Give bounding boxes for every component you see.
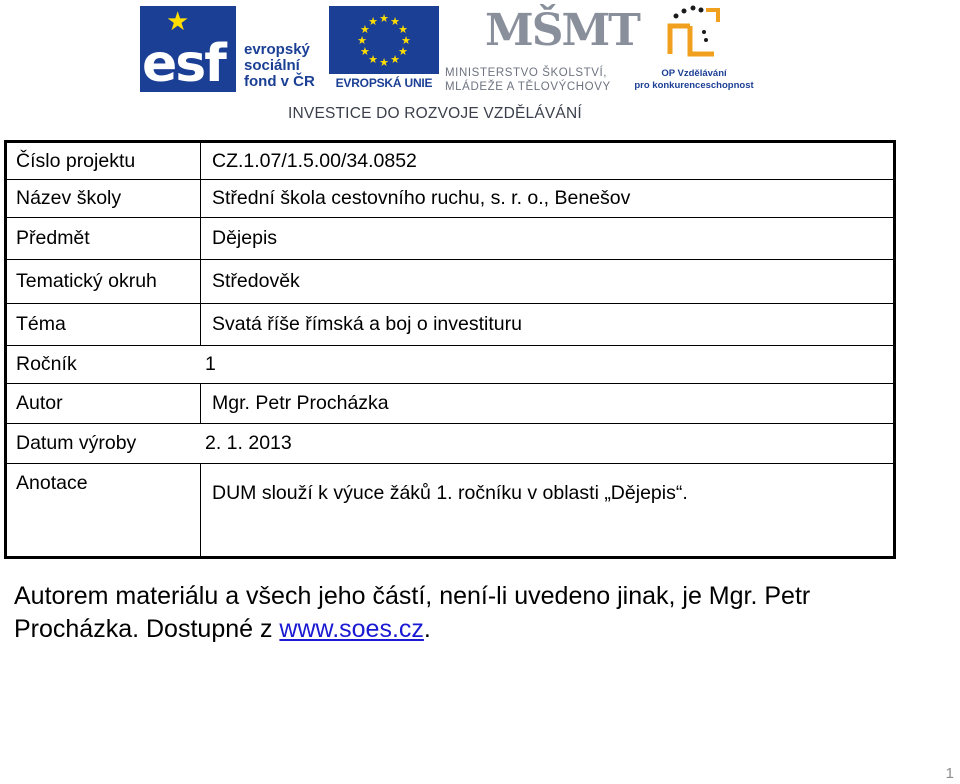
table-row bbox=[6, 304, 895, 346]
annotation-label: Anotace bbox=[6, 464, 201, 558]
msmt-logo bbox=[445, 2, 639, 94]
project-number-value: CZ.1.07/1.5.00/34.0852 bbox=[201, 142, 895, 180]
eu-star-icon: ★ bbox=[368, 15, 378, 28]
grade-label: Ročník bbox=[16, 353, 77, 375]
project-info-table bbox=[4, 140, 896, 559]
date-value: 2. 1. 2013 bbox=[205, 432, 292, 454]
table-row bbox=[6, 218, 895, 260]
eu-star-icon: ★ bbox=[368, 54, 378, 67]
eu-star-icon: ★ bbox=[401, 35, 411, 47]
table-row bbox=[6, 424, 895, 464]
op-logo-line: OP Vzdělávání bbox=[661, 68, 727, 79]
date-label: Datum výroby bbox=[16, 432, 137, 454]
table-row bbox=[6, 464, 895, 558]
topic-label: Téma bbox=[6, 304, 201, 346]
esf-logo-mark bbox=[140, 6, 236, 92]
author-value: Mgr. Petr Procházka bbox=[201, 384, 895, 424]
table-row bbox=[6, 180, 895, 218]
op-logo-text bbox=[634, 68, 754, 92]
subject-label: Předmět bbox=[6, 218, 201, 260]
esf-logo-line: fond v ČR bbox=[244, 73, 315, 90]
grade-cell bbox=[6, 346, 895, 384]
eu-star-icon: ★ bbox=[398, 46, 409, 58]
school-label: Název školy bbox=[6, 180, 201, 218]
website-link[interactable]: www.soes.cz bbox=[279, 615, 424, 643]
eu-star-icon: ★ bbox=[398, 24, 409, 36]
table-row bbox=[6, 384, 895, 424]
eu-star-icon: ★ bbox=[390, 54, 400, 67]
logo-banner bbox=[0, 0, 960, 130]
copyright-note bbox=[14, 580, 914, 646]
msmt-logo-mark: MŠMT bbox=[485, 5, 639, 56]
eu-star-icon: ★ bbox=[379, 13, 389, 25]
subject-value: Dějepis bbox=[201, 218, 895, 260]
copyright-end: . bbox=[423, 615, 431, 643]
table-row bbox=[6, 260, 895, 304]
eu-star-icon: ★ bbox=[379, 57, 389, 69]
op-logo-line: pro konkurenceschopnost bbox=[634, 80, 754, 91]
table-row bbox=[6, 142, 895, 180]
eu-star-icon: ★ bbox=[357, 35, 367, 47]
star-icon: ★ bbox=[166, 6, 190, 36]
copyright-text: Autorem materiálu a všech jeho částí, není-li uvedeno jinak, je Mgr. Petr Procházka. Dostupné z bbox=[14, 582, 811, 643]
page-number: 1 bbox=[945, 765, 954, 782]
eu-flag-icon bbox=[329, 6, 439, 74]
esf-logo bbox=[140, 6, 320, 92]
school-value: Střední škola cestovního ruchu, s. r. o., Benešov bbox=[201, 180, 895, 218]
thematic-area-value: Středověk bbox=[201, 260, 895, 304]
esf-logo-letters: esf bbox=[142, 34, 225, 92]
msmt-logo-line: MLÁDEŽE A TĚLOVÝCHOVY bbox=[445, 81, 611, 93]
date-cell bbox=[6, 424, 895, 464]
table-row bbox=[6, 346, 895, 384]
grade-value: 1 bbox=[205, 353, 216, 375]
topic-value: Svatá říše římská a boj o investituru bbox=[201, 304, 895, 346]
eu-logo-label: EVROPSKÁ UNIE bbox=[335, 76, 433, 90]
eu-star-icon: ★ bbox=[359, 46, 370, 58]
annotation-cell bbox=[201, 464, 895, 558]
msmt-logo-text bbox=[445, 66, 611, 94]
project-number-label: Číslo projektu bbox=[6, 142, 201, 180]
annotation-value: DUM slouží k výuce žáků 1. ročníku v oblasti „Dějepis“. bbox=[212, 482, 688, 504]
thematic-area-label: Tematický okruh bbox=[6, 260, 201, 304]
eu-star-icon: ★ bbox=[359, 24, 370, 36]
op-logo-icon bbox=[660, 2, 724, 62]
eu-logo bbox=[329, 6, 439, 92]
esf-logo-text bbox=[244, 42, 315, 90]
eu-star-icon: ★ bbox=[390, 15, 400, 28]
tagline: INVESTICE DO ROZVOJE VZDĚLÁVÁNÍ bbox=[288, 105, 582, 122]
op-logo bbox=[634, 2, 754, 94]
msmt-logo-line: MINISTERSTVO ŠKOLSTVÍ, bbox=[445, 67, 608, 79]
esf-logo-line: evropský bbox=[244, 41, 310, 58]
esf-logo-line: sociální bbox=[244, 57, 300, 74]
author-label: Autor bbox=[6, 384, 201, 424]
